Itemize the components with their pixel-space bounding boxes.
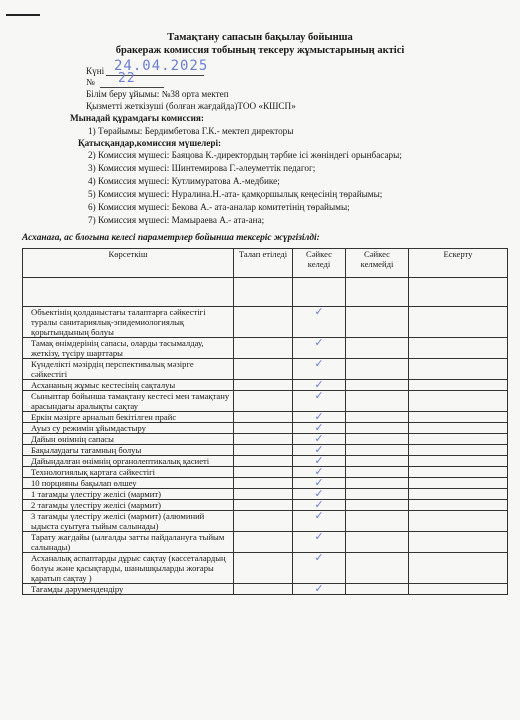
date-value: 24.04.2025 <box>114 58 209 74</box>
required-cell <box>234 380 293 391</box>
column-header-not-complies: Сәйкес келмейді <box>346 249 409 278</box>
not-complies-cell <box>346 338 409 359</box>
note-cell <box>409 532 508 553</box>
not-complies-cell <box>346 553 409 584</box>
note-cell <box>409 584 508 595</box>
check-mark-icon: ✓ <box>314 509 324 522</box>
complies-cell <box>293 584 346 595</box>
note-cell <box>409 553 508 584</box>
complies-cell <box>293 532 346 553</box>
indicator-cell: Асхананың жұмыс кестесінің сақталуы <box>23 380 234 391</box>
required-cell <box>234 467 293 478</box>
required-cell <box>234 423 293 434</box>
not-complies-cell <box>346 445 409 456</box>
check-mark-icon: ✓ <box>314 336 324 349</box>
not-complies-cell <box>346 456 409 467</box>
check-mark-icon: ✓ <box>314 582 324 595</box>
indicator-cell: Объектінің қолданыстағы талаптарға сәйкестігі туралы санитариялық-эпидемиологиялық қорытындының болуы <box>23 307 234 338</box>
not-complies-cell <box>346 380 409 391</box>
check-mark-icon: ✓ <box>314 530 324 543</box>
member-line: 5) Комиссия мүшесі: Нуралина.Н.-ата- қамқоршылық кеңесінің төрайымы; <box>88 189 383 199</box>
indicator-cell: 3 тағамды үлестіру желісі (мармит) (алюминий ыдыста суытуға тыйым салынады) <box>23 511 234 532</box>
indicator-cell: Дайындалған өнімнің органолептикалық қасиеті <box>23 456 234 467</box>
table-row <box>23 380 508 391</box>
check-mark-icon: ✓ <box>314 454 324 467</box>
check-mark-icon: ✓ <box>314 498 324 511</box>
note-cell <box>409 434 508 445</box>
check-mark-icon: ✓ <box>314 551 324 564</box>
not-complies-cell <box>346 584 409 595</box>
not-complies-cell <box>346 423 409 434</box>
note-cell <box>409 307 508 338</box>
column-header-note: Ескерту <box>409 249 508 278</box>
table-row <box>23 445 508 456</box>
member-line: 2) Комиссия мүшесі: Баяцова К.-директордың тәрбие ісі жөніндегі орынбасары; <box>88 150 402 160</box>
check-mark-icon: ✓ <box>314 421 324 434</box>
table-row <box>23 584 508 595</box>
commission-heading: Мынадай құрамдағы комиссия: <box>70 113 204 123</box>
table-row <box>23 478 508 489</box>
indicator-cell: Дайын өнімнің сапасы <box>23 434 234 445</box>
indicator-cell: Сыныптар бойынша тамақтану кестесі мен тамақтану арасындағы аралықты сақтау <box>23 391 234 412</box>
note-cell <box>409 412 508 423</box>
table-row <box>23 456 508 467</box>
complies-cell <box>293 391 346 412</box>
note-cell <box>409 391 508 412</box>
note-cell <box>409 380 508 391</box>
indicator-cell: Асханалық аспаптарды дұрыс сақтау (кассеталардың болуы және қасықтарды, шанышқыларды жоғары қаратып сақтау ) <box>23 553 234 584</box>
member-line: 4) Комиссия мүшесі: Кутлимуратова А.-медбике; <box>88 176 280 186</box>
table-row <box>23 391 508 412</box>
check-mark-icon: ✓ <box>314 357 324 370</box>
inspection-table <box>22 248 508 595</box>
member-line: 3) Комиссия мүшесі: Шинтемирова Г.-әлеуметтік педагог; <box>88 163 316 173</box>
required-cell <box>234 489 293 500</box>
note-cell <box>409 478 508 489</box>
number-underline <box>100 87 164 88</box>
required-cell <box>234 553 293 584</box>
indicator-cell: Тарату жағдайы (ылғалды затты пайдалануға тыйым салынады) <box>23 532 234 553</box>
act-title-line-1: Тамақтану сапасын бақылау бойынша <box>167 32 353 43</box>
table-row <box>23 307 508 338</box>
indicator-cell: Ауыз су режимін ұйымдастыру <box>23 423 234 434</box>
inspection-intro: Асханаға, ас блогына келесі параметрлер бойынша тексеріс жүргізілді: <box>22 233 320 243</box>
school-line: Білім беру ұйымы: №38 орта мектеп <box>86 89 229 99</box>
table-row <box>23 553 508 584</box>
members-heading: Қатысқандар,комиссия мүшелері: <box>78 138 222 148</box>
complies-cell <box>293 553 346 584</box>
note-cell <box>409 359 508 380</box>
note-cell <box>409 456 508 467</box>
complies-cell <box>293 359 346 380</box>
table-row <box>23 467 508 478</box>
note-cell <box>409 445 508 456</box>
indicator-cell: Бақылаудағы тағамның болуы <box>23 445 234 456</box>
check-mark-icon: ✓ <box>314 487 324 500</box>
table-row-blank <box>23 278 508 307</box>
number-value: 22 <box>118 71 136 86</box>
check-mark-icon: ✓ <box>314 476 324 489</box>
table-row <box>23 338 508 359</box>
complies-cell <box>293 307 346 338</box>
number-label: № <box>86 77 95 87</box>
required-cell <box>234 359 293 380</box>
required-cell <box>234 584 293 595</box>
required-cell <box>234 307 293 338</box>
indicator-cell: 2 тағамды үлестіру желісі (мармит) <box>23 500 234 511</box>
required-cell <box>234 500 293 511</box>
column-header-complies: Сәйкес келеді <box>293 249 346 278</box>
note-cell <box>409 423 508 434</box>
required-cell <box>234 532 293 553</box>
complies-cell <box>293 338 346 359</box>
required-cell <box>234 412 293 423</box>
act-title-line-2: бракераж комиссия тобының тексеру жұмыстарының актісі <box>115 45 405 56</box>
check-mark-icon: ✓ <box>314 432 324 445</box>
indicator-cell: Технологиялық картаға сәйкестігі <box>23 467 234 478</box>
indicator-cell: Тағамды дәрумендендіру <box>23 584 234 595</box>
column-header-indicator: Көрсеткіш <box>23 249 234 278</box>
note-cell <box>409 489 508 500</box>
not-complies-cell <box>346 500 409 511</box>
table-row <box>23 511 508 532</box>
required-cell <box>234 338 293 359</box>
column-header-required: Талап етіледі <box>234 249 293 278</box>
required-cell <box>234 391 293 412</box>
member-line: 6) Комиссия мүшесі: Бекова А.- ата-аналар комитетінің төрайымы; <box>88 202 350 212</box>
indicator-cell: Күнделікті мәзірдің перспективалық мәзірге сәйкестігі <box>23 359 234 380</box>
required-cell <box>234 456 293 467</box>
required-cell <box>234 445 293 456</box>
supplier-line: Қызметті жеткізуші (болған жағдайда)ТОО «КШСП» <box>86 101 296 111</box>
table-row <box>23 532 508 553</box>
table-header-row <box>23 249 508 278</box>
indicator-cell: 10 порцияны бақылап өлшеу <box>23 478 234 489</box>
note-cell <box>409 511 508 532</box>
check-mark-icon: ✓ <box>314 378 324 391</box>
note-cell <box>409 467 508 478</box>
indicator-cell: Еркін мәзірге арналып бекітілген прайс <box>23 412 234 423</box>
required-cell <box>234 478 293 489</box>
not-complies-cell <box>346 412 409 423</box>
not-complies-cell <box>346 434 409 445</box>
table-row <box>23 359 508 380</box>
not-complies-cell <box>346 467 409 478</box>
complies-cell <box>293 511 346 532</box>
table-row <box>23 412 508 423</box>
date-label: Күні <box>86 66 105 76</box>
indicator-cell: 1 тағамды үлестіру желісі (мармит) <box>23 489 234 500</box>
not-complies-cell <box>346 391 409 412</box>
table-row <box>23 423 508 434</box>
not-complies-cell <box>346 511 409 532</box>
check-mark-icon: ✓ <box>314 389 324 402</box>
note-cell <box>409 500 508 511</box>
not-complies-cell <box>346 532 409 553</box>
scan-corner-mark <box>6 14 40 16</box>
required-cell <box>234 511 293 532</box>
check-mark-icon: ✓ <box>314 410 324 423</box>
not-complies-cell <box>346 359 409 380</box>
note-cell <box>409 338 508 359</box>
indicator-cell: Тамақ өнімдерінің сапасы, оларды тасымалдау, жеткізу, түсіру шарттары <box>23 338 234 359</box>
not-complies-cell <box>346 478 409 489</box>
check-mark-icon: ✓ <box>314 305 324 318</box>
not-complies-cell <box>346 307 409 338</box>
table-row <box>23 489 508 500</box>
member-line: 7) Комиссия мүшесі: Мамыраева А.- ата-ана; <box>88 215 265 225</box>
table-row <box>23 500 508 511</box>
table-row <box>23 434 508 445</box>
commission-chair: 1) Төрайымы: Бердимбетова Г.К.- мектеп директоры <box>88 126 294 136</box>
not-complies-cell <box>346 489 409 500</box>
required-cell <box>234 434 293 445</box>
check-mark-icon: ✓ <box>314 465 324 478</box>
check-mark-icon: ✓ <box>314 443 324 456</box>
